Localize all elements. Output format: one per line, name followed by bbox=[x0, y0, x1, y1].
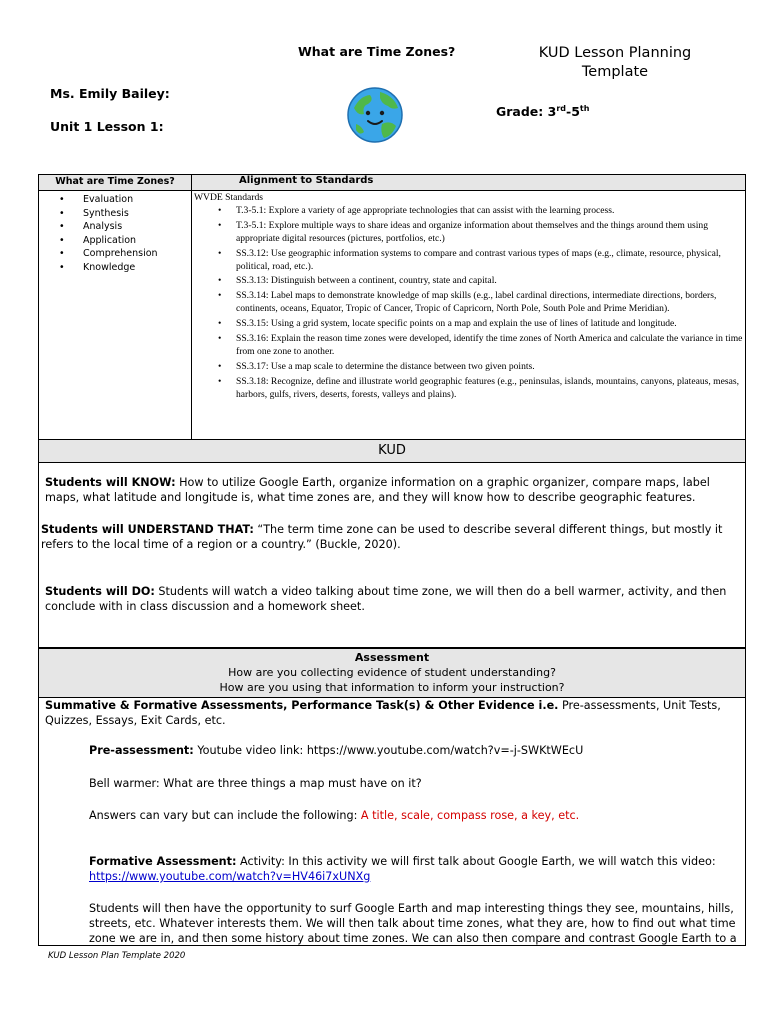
list-item: • SS.3.16: Explain the reason time zones were developed, identify the time zones of North America and calculate the variance in time from one zone to another. bbox=[194, 333, 744, 359]
list-item: • Knowledge bbox=[59, 261, 158, 275]
column-header-topic: What are Time Zones? bbox=[55, 176, 175, 187]
formative-text: Activity: In this activity we will first talk about Google Earth, we will watch this video: bbox=[236, 855, 716, 868]
assessment-title: Assessment bbox=[354, 651, 430, 664]
kud-header: KUD bbox=[39, 440, 745, 463]
assessment-header bbox=[38, 648, 746, 698]
standards-title: WVDE Standards bbox=[194, 192, 264, 203]
list-item: • Application bbox=[59, 234, 158, 248]
grade-sup1: rd bbox=[556, 104, 567, 113]
formative-paragraph bbox=[89, 854, 744, 884]
pre-assessment-label: Pre-assessment: bbox=[89, 744, 194, 757]
template-title-line2: Template bbox=[581, 64, 649, 80]
skills-list bbox=[59, 193, 158, 275]
assessment-question-2: How are you using that information to inform your instruction? bbox=[219, 681, 565, 694]
list-item: • T.3-5.1: Explore a variety of age appropriate technologies that can assist with the learning process. bbox=[194, 205, 744, 218]
list-item: • Synthesis bbox=[59, 207, 158, 221]
footer-text: KUD Lesson Plan Template 2020 bbox=[48, 951, 186, 961]
answers-paragraph bbox=[89, 808, 739, 823]
assessment-details bbox=[38, 697, 746, 946]
understand-text: “The term time zone can be used to describe several different things, but mostly it refers to the local time of a region or a country.” (Buckle, 2020). bbox=[41, 523, 723, 551]
know-label: Students will KNOW: bbox=[45, 476, 176, 489]
column-header-standards: Alignment to Standards bbox=[239, 175, 374, 186]
pre-assessment-text: Youtube video link: https://www.youtube.com/watch?v=-j-SWKtWEcU bbox=[193, 744, 584, 757]
alignment-table bbox=[38, 174, 746, 440]
grade-prefix: Grade: 3 bbox=[496, 104, 557, 120]
list-item: • SS.3.18: Recognize, define and illustrate world geographic features (e.g., peninsulas, islands, mountains, canyons, plateaus, mesas, harbors, gulfs, rivers, deserts, forests, valleys and plains). bbox=[194, 376, 744, 402]
list-item: • SS.3.12: Use geographic information systems to compare and contrast various types of maps (e.g., climate, resource, physical, political, road, etc.). bbox=[194, 248, 744, 274]
do-text: Students will watch a video talking about time zone, we will then do a bell warmer, activity, and then conclude with in class discussion and a homework sheet. bbox=[45, 585, 727, 613]
do-label: Students will DO: bbox=[45, 585, 155, 598]
list-item: • SS.3.17: Use a map scale to determine the distance between two given points. bbox=[194, 361, 744, 374]
formative-label: Formative Assessment: bbox=[89, 855, 237, 868]
answers-highlight: A title, scale, compass rose, a key, etc. bbox=[360, 809, 580, 822]
assessment-question-1: How are you collecting evidence of student understanding? bbox=[228, 666, 556, 679]
do-paragraph bbox=[45, 584, 735, 614]
summary-label: Summative & Formative Assessments, Performance Task(s) & Other Evidence i.e. bbox=[45, 699, 559, 712]
know-paragraph bbox=[45, 475, 735, 505]
smiling-earth-globe-icon bbox=[346, 86, 404, 144]
template-title bbox=[520, 44, 710, 82]
grade-level bbox=[496, 104, 589, 119]
list-item: • T.3-5.1: Explore multiple ways to share ideas and organize information about themselves and the things around them using appropriate digital resources (pictures, portfolios, etc.) bbox=[194, 220, 744, 246]
understand-label: Students will UNDERSTAND THAT: bbox=[41, 523, 254, 536]
list-item: • Evaluation bbox=[59, 193, 158, 207]
column-divider bbox=[191, 175, 192, 439]
summary-paragraph bbox=[45, 698, 735, 728]
list-item: • SS.3.13: Distinguish between a continent, country, state and capital. bbox=[194, 275, 744, 288]
summary-text: Pre-assessments, Unit Tests, Quizzes, Essays, Exit Cards, etc. bbox=[45, 699, 721, 727]
pre-assessment-paragraph bbox=[89, 743, 739, 758]
list-item: • SS.3.14: Label maps to demonstrate knowledge of map skills (e.g., label cardinal directions, intermediate directions, borders, continents, oceans, Equator, Tropic of Cancer, Tropic of Capricorn, North Pole, South Pole and Prime Meridian). bbox=[194, 290, 744, 316]
grade-dash: -5 bbox=[566, 104, 580, 120]
know-text: How to utilize Google Earth, organize information on a graphic organizer, compare maps, label maps, what latitude and longitude is, what time zones are, and they will know how to describe geographic features. bbox=[45, 476, 710, 504]
list-item: • SS.3.15: Using a grid system, locate specific points on a map and explain the use of lines of latitude and longitude. bbox=[194, 318, 744, 331]
list-item: • Comprehension bbox=[59, 247, 158, 261]
kud-section bbox=[38, 439, 746, 648]
list-item: • Analysis bbox=[59, 220, 158, 234]
unit-lesson: Unit 1 Lesson 1: bbox=[50, 119, 164, 134]
understand-paragraph bbox=[41, 522, 741, 552]
teacher-name: Ms. Emily Bailey: bbox=[50, 86, 170, 101]
activity-paragraph: Students will then have the opportunity to surf Google Earth and map interesting things they see, mountains, hills, streets, etc. Whatever interests them. We will then talk about time zones, what they are, how to find out what time zone we are in, and then some history about time zones. We can also then compare and contrast Google Earth to a bbox=[89, 902, 737, 945]
bell-warmer: Bell warmer: What are three things a map must have on it? bbox=[89, 777, 422, 790]
standards-list bbox=[194, 205, 744, 402]
lesson-title: What are Time Zones? bbox=[298, 44, 456, 59]
standards-section bbox=[194, 192, 744, 404]
template-title-line1: KUD Lesson Planning bbox=[538, 45, 692, 61]
formative-video-link[interactable]: https://www.youtube.com/watch?v=HV46i7xUNXg bbox=[89, 870, 371, 883]
grade-sup2: th bbox=[579, 104, 590, 113]
answers-prefix: Answers can vary but can include the following: bbox=[89, 809, 361, 822]
